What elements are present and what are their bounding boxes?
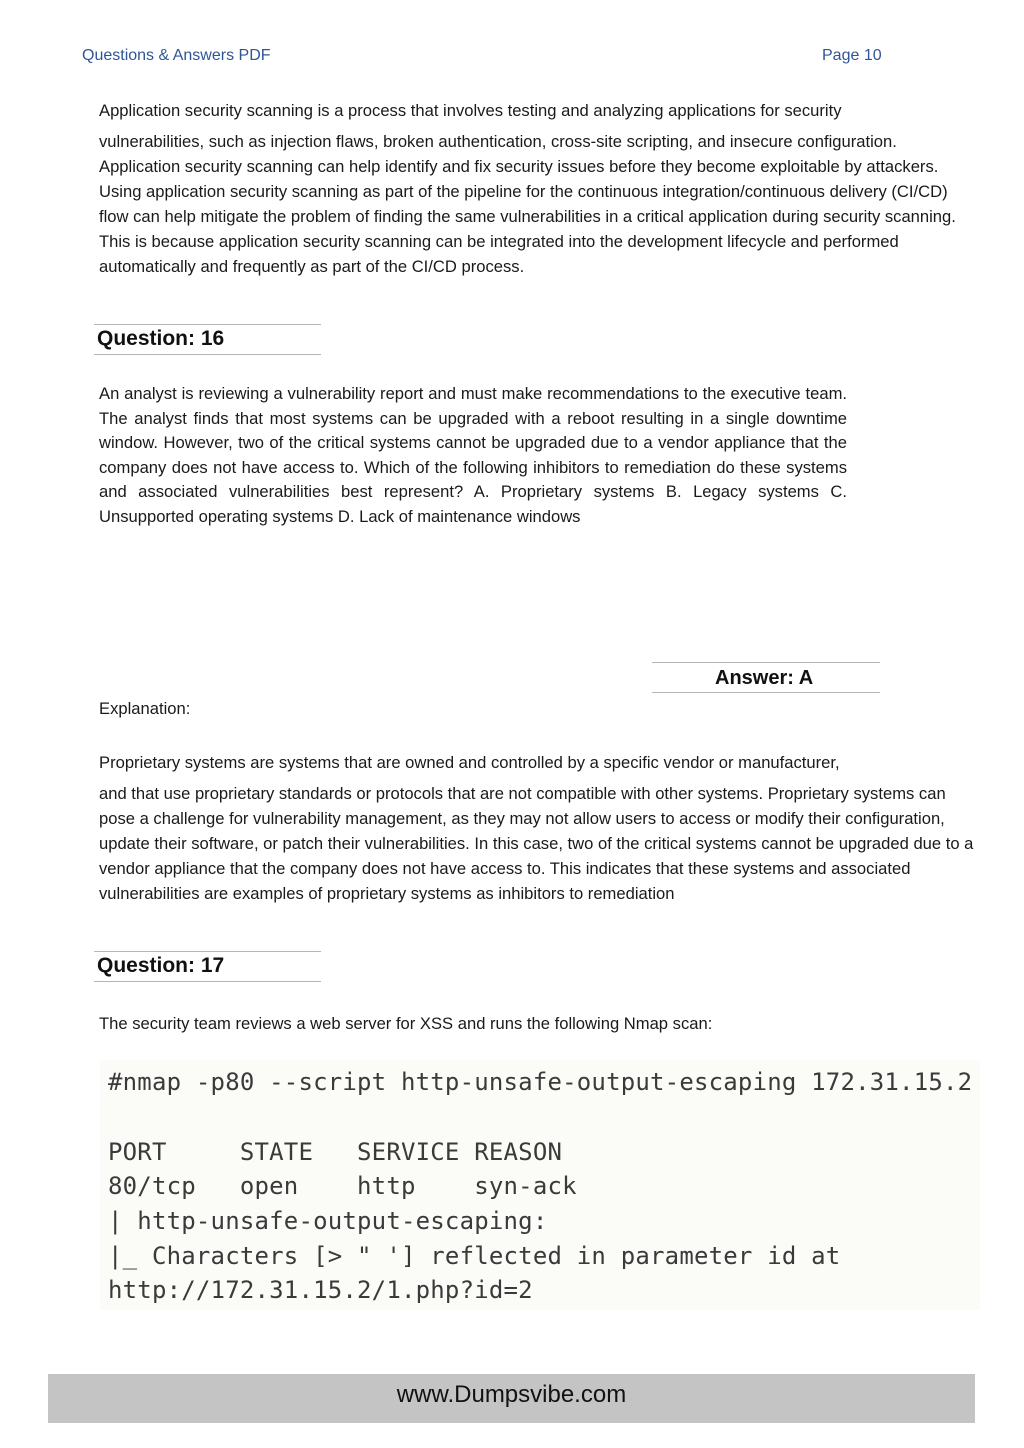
terminal-line: PORT STATE SERVICE REASON	[108, 1138, 563, 1166]
question-16-heading	[94, 324, 321, 355]
terminal-line: 80/tcp open http syn-ack	[108, 1172, 577, 1200]
terminal-line: #nmap -p80 --script http-unsafe-output-escaping 172.31.15.2	[108, 1068, 973, 1096]
terminal-line: http://172.31.15.2/1.php?id=2	[108, 1276, 533, 1304]
question-16-explanation	[99, 750, 979, 906]
page-number: Page 10	[822, 47, 882, 64]
previous-explanation-line1: Application security scanning is a process that involves testing and analyzing applications for security	[99, 101, 842, 120]
footer-bar	[48, 1374, 975, 1423]
question-17-heading	[94, 951, 321, 982]
terminal-line: |_ Characters [> " '] reflected in parameter id at	[108, 1242, 841, 1270]
previous-answer-explanation	[99, 98, 979, 279]
footer-url: www.Dumpsvibe.com	[396, 1381, 627, 1408]
explanation-label: Explanation:	[99, 699, 191, 718]
question-17-text: The security team reviews a web server for XSS and runs the following Nmap scan:	[99, 1014, 713, 1033]
answer-box	[652, 662, 880, 693]
question-17-label: Question: 17	[97, 954, 225, 977]
question-16-text: An analyst is reviewing a vulnerability report and must make recommendations to the executive team. The analyst finds that most systems can be upgraded with a reboot resulting in a single downtime window. However, two of the critical systems cannot be upgraded due to a vendor appliance that the company does not have access to. Which of the following inhibitors to remediation do these systems and associated vulnerabilities best represent? A. Proprietary systems B. Legacy systems C. Unsupported operating systems D. Lack of maintenance windows	[99, 384, 847, 526]
explanation-line1: Proprietary systems are systems that are owned and controlled by a specific vendor or manufacturer,	[99, 753, 840, 772]
question-16-label: Question: 16	[97, 327, 225, 350]
nmap-output-image	[100, 1060, 980, 1310]
answer-label: Answer: A	[715, 667, 814, 689]
previous-explanation-rest: vulnerabilities, such as injection flaws, broken authentication, cross-site scripting, and insecure configuration. Application security scanning can help identify and fix security issues before they become exploitable by attackers. Using application security scanning as part of the pipeline for the continuous integration/continuous delivery (CI/CD) flow can help mitigate the problem of finding the same vulnerabilities in a critical application during security scanning. This is because application security scanning can be integrated into the development lifecycle and performed automatically and frequently as part of the CI/CD process.	[99, 132, 956, 276]
header-title: Questions & Answers PDF	[82, 47, 271, 64]
terminal-line: | http-unsafe-output-escaping:	[108, 1207, 548, 1235]
explanation-rest: and that use proprietary standards or protocols that are not compatible with other systems. Proprietary systems can pose a challenge for vulnerability management, as they may not allow users to access or modify their configuration, update their software, or patch their vulnerabilities. In this case, two of the critical systems cannot be upgraded due to a vendor appliance that the company does not have access to. This indicates that these systems and associated vulnerabilities are examples of proprietary systems as inhibitors to remediation	[99, 784, 974, 903]
